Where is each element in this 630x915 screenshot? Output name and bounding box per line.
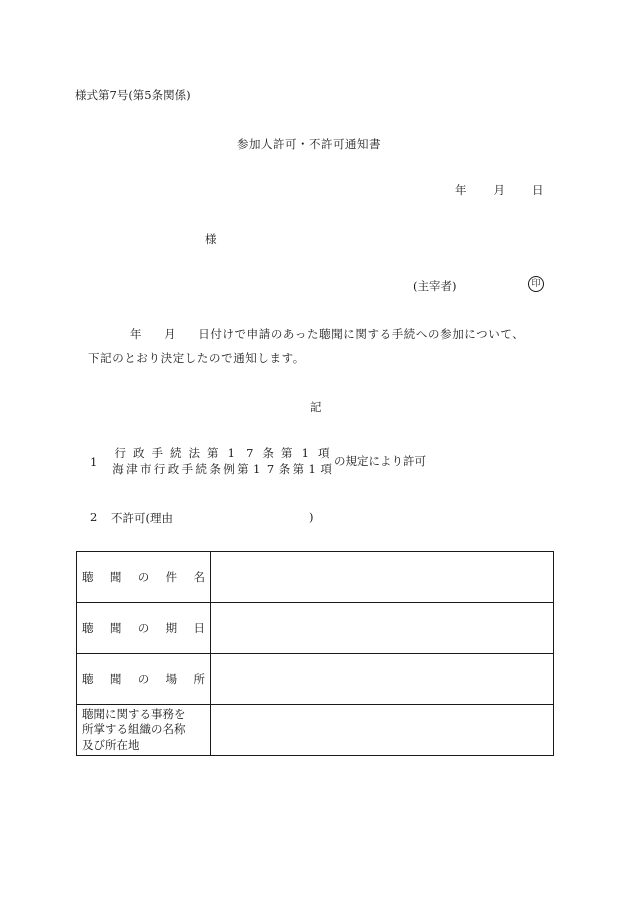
- row-label-place: [77, 654, 211, 705]
- item1-number: 1: [90, 455, 98, 469]
- row-value-date[interactable]: [211, 603, 554, 654]
- body-rest: 日付けで申請のあった聴聞に関する手続への参加について、: [198, 327, 525, 341]
- label-char: 聞: [109, 621, 122, 635]
- law-char: 項: [318, 446, 330, 460]
- body-line-1: [130, 326, 524, 342]
- law-char: 行: [114, 446, 126, 460]
- row-value-case-name[interactable]: [211, 552, 554, 603]
- org-label-line: 所掌する組織の名称: [82, 722, 186, 737]
- law-char: 条: [209, 462, 221, 476]
- body-line-2: 下記のとおり決定したので通知します。: [88, 351, 305, 365]
- table-row: [77, 603, 554, 654]
- law-char: 1: [301, 446, 309, 460]
- law-char: 手: [151, 446, 163, 460]
- label-char: の: [137, 621, 150, 635]
- org-label-line: 聴聞に関する事務を: [82, 706, 186, 721]
- law-char: 1: [227, 446, 235, 460]
- organizer-label: (主宰者): [413, 279, 457, 293]
- row-value-place[interactable]: [211, 654, 554, 705]
- law-char: 政: [133, 446, 145, 460]
- date-line: [455, 182, 544, 198]
- form-number: 様式第7号(第5条関係): [75, 88, 191, 102]
- law-char: 津: [126, 462, 138, 476]
- law-char: 行: [153, 462, 166, 476]
- law-char: 1: [308, 462, 316, 476]
- label-char: 件: [165, 570, 178, 584]
- table-row: [77, 705, 554, 756]
- seal-mark: 印: [528, 276, 544, 292]
- law-line-2: [111, 461, 333, 477]
- law-char: 7: [246, 446, 254, 460]
- date-year: 年: [455, 183, 467, 197]
- label-char: 聞: [109, 570, 122, 584]
- label-char: 聞: [109, 672, 122, 686]
- item2-number: 2: [90, 510, 98, 524]
- law-char: 1: [253, 462, 261, 476]
- row-label-case-name: [77, 552, 211, 603]
- row-value-organization[interactable]: [211, 705, 554, 756]
- law-char: 市: [139, 462, 152, 476]
- law-char: 項: [320, 462, 332, 476]
- addressee-honorific: 様: [205, 232, 217, 246]
- law-char: 海: [112, 462, 124, 476]
- law-char: 法: [188, 446, 200, 460]
- law-char: 第: [237, 462, 249, 476]
- label-char: の: [137, 672, 150, 686]
- law-char: 例: [223, 462, 235, 476]
- law-line-1: [111, 445, 333, 461]
- table-row: [77, 654, 554, 705]
- law-char: 7: [266, 462, 275, 476]
- law-char: 第: [292, 462, 305, 476]
- ki-heading: 記: [310, 400, 322, 414]
- date-month: 月: [493, 183, 505, 197]
- law-char: 条: [278, 462, 291, 476]
- hearing-info-table: [76, 551, 554, 756]
- law-char: 条: [262, 446, 274, 460]
- label-char: 日: [193, 621, 205, 635]
- body-year: 年: [130, 327, 143, 341]
- label-char: の: [137, 570, 150, 584]
- law-char: 続: [195, 462, 207, 476]
- label-char: 名: [193, 570, 205, 584]
- item2-text: 不許可(理由: [111, 511, 173, 525]
- law-suffix: の規定により許可: [334, 454, 426, 468]
- row-label-organization: [77, 705, 211, 756]
- body-month: 月: [164, 327, 177, 341]
- law-char: 第: [207, 446, 219, 460]
- date-day: 日: [532, 183, 544, 197]
- label-char: 所: [193, 672, 205, 686]
- law-char: 第: [281, 446, 293, 460]
- table-row: [77, 552, 554, 603]
- label-char: 期: [165, 621, 178, 635]
- label-char: 聴: [82, 621, 94, 635]
- label-char: 聴: [82, 570, 94, 584]
- document-title: 参加人許可・不許可通知書: [237, 137, 381, 151]
- label-char: 聴: [82, 672, 94, 686]
- law-char: 政: [167, 462, 180, 476]
- org-label-line: 及び所在地: [82, 737, 140, 752]
- law-char: 続: [170, 446, 182, 460]
- label-char: 場: [165, 672, 178, 686]
- row-label-date: [77, 603, 211, 654]
- law-char: 手: [181, 462, 194, 476]
- item2-close-paren: ): [309, 510, 314, 524]
